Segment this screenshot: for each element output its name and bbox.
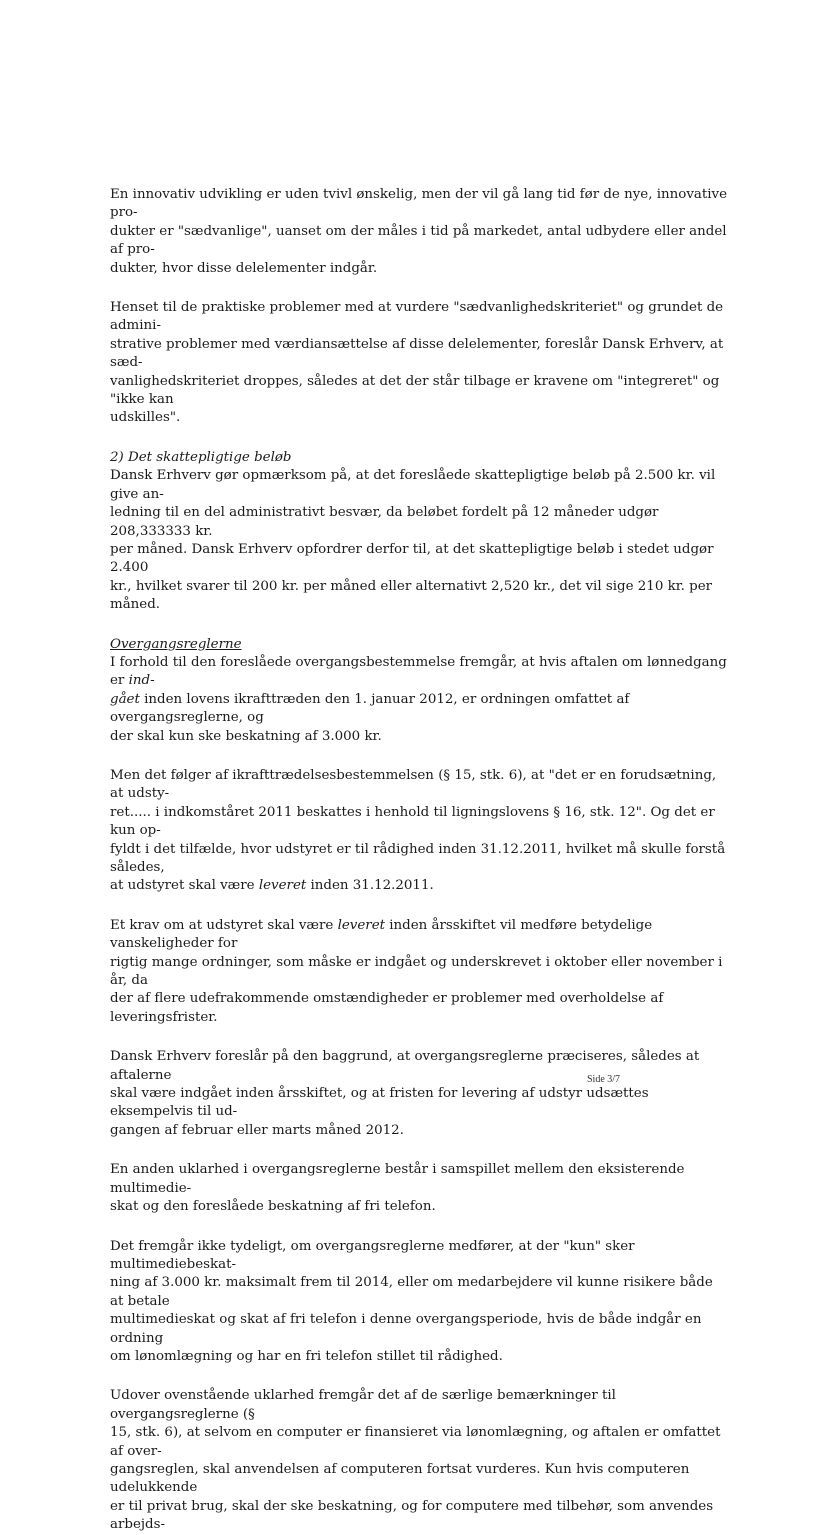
- text-run: inden lovens ikrafttræden den 1. januar 2012, er ordningen omfattet af overgangsreglerne, og der skal kun ske beskatning af 3.000 kr.: [110, 691, 630, 744]
- text-run: inden 31.12.2011.: [306, 878, 434, 894]
- paragraph-taxable-amount: Dansk Erhverv gør opmærksom på, at det foreslåede skattepligtige beløb på 2.500 kr. vil give an- ledning til en del administrativt besvær, da beløbet fordelt på 12 måneder udgør 208,333333 kr. per måned. Dansk Erhverv opfordrer derfor til, at det skattepligtige beløb i stedet udgør 2.400 kr., hvilket svarer til 200 kr. per måned eller alternativt 2,520 kr., det vil sige 210 kr. per måned.: [110, 468, 716, 613]
- paragraph-computer-assessment: Udover ovenstående uklarhed fremgår det af de særlige bemærkninger til overgangsreglerne (§ 15, stk. 6), at selvom en computer er finansieret via lønomlægning, og aftalen er omfattet af over- gangsreglen, skal anvendelsen af computeren fortsat vurderes. Kun hvis computeren udelukkende er til privat brug, skal der ske beskatning, og for computere med tilbehør, som anvendes arbejds-: [110, 1388, 721, 1533]
- paragraph-multimedia-tax: En anden uklarhed i overgangsreglerne består i samspillet mellem den eksisterende multimedie- skat og den foreslåede beskatning af fri telefon.: [110, 1162, 685, 1215]
- emphasis-delivered: leveret: [258, 878, 307, 894]
- paragraph-innovation: En innovativ udvikling er uden tvivl ønskelig, men der vil gå lang tid før de nye, innovative pro- dukter er "sædvanlige", uanset om der måles i tid på markedet, antal udbydere eller andel af pro- dukter, hvor disse delelementer indgår.: [110, 187, 728, 276]
- emphasis-entered: ind- gået: [110, 673, 155, 707]
- heading-taxable-amount: 2) Det skattepligtige beløb: [110, 449, 292, 465]
- document-body: [110, 186, 728, 1535]
- paragraph-customary-criterion: Henset til de praktiske problemer med at vurdere "sædvanlighedskriteriet" og grundet de admini- strative problemer med værdiansættelse af disse delelementer, foreslår Dansk Erhverv, at sæd- vanlighedskriteriet droppes, således at det der står tilbage er kravene om "integreret" og "ikke kan udskilles".: [110, 300, 724, 426]
- paragraph-transition-provision: [110, 654, 728, 746]
- page-number: Side 3/7: [587, 1074, 621, 1085]
- text-run: inden årsskiftet vil medføre betydelige vanskeligheder for rigtig mange ordninger, som måske er indgået og underskrevet i oktober eller november i år, da der af flere udefrakommende omstændigheder er problemer med overholdelse af leveringsfrister.: [110, 917, 723, 1025]
- paragraph-transition-period: Det fremgår ikke tydeligt, om overgangsreglerne medfører, at der "kun" sker multimediebeskat- ning af 3.000 kr. maksimalt frem til 2014, eller om medarbejdere vil kunne risikere både at betale multimedieskat og skat af fri telefon i denne overgangsperiode, hvis de både indgår en ordning om lønomlægning og har en fri telefon stillet til rådighed.: [110, 1238, 713, 1364]
- text-run: Et krav om at udstyret skal være: [110, 917, 338, 933]
- paragraph-delivery-requirement: [110, 917, 728, 1027]
- text-run: I forhold til den foreslåede overgangsbestemmelse fremgår, at hvis aftalen om lønnedgang er: [110, 654, 727, 689]
- text-run: Men det følger af ikrafttrædelsesbestemmelsen (§ 15, stk. 6), at "det er en forudsætning, at udsty- ret..... i indkomståret 2011 beskattes i henhold til ligningslovens § 16, stk. 12". Og det er kun op- fyldt i det tilfælde, hvor udstyret er til rådighed inden 31.12.2011, hvilket må skulle forstå således, at udstyret skal være: [110, 767, 726, 894]
- heading-transition-rules: Overgangsreglerne: [110, 636, 242, 652]
- paragraph-entry-into-force: [110, 767, 728, 896]
- paragraph-proposal-clarification: Dansk Erhverv foreslår på den baggrund, at overgangsreglerne præciseres, således at aftalerne skal være indgået inden årsskiftet, og at fristen for levering af udstyr udsættes eksempelvis til ud- gangen af februar eller marts måned 2012.: [110, 1049, 700, 1138]
- emphasis-delivered: leveret: [337, 917, 385, 933]
